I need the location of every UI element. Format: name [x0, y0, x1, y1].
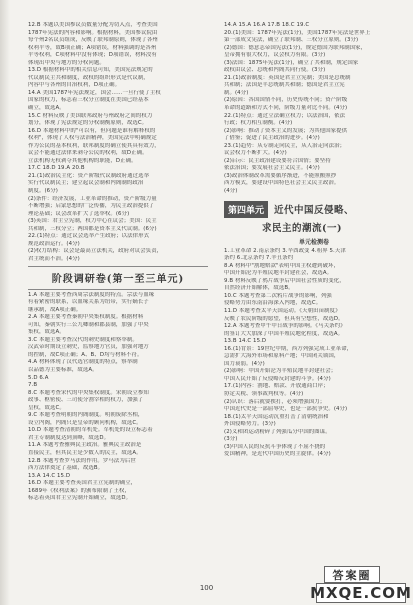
watermark-bottom: MXQE.COM — [310, 584, 412, 602]
text-line: 协定关税、领事裁判权等。(4分) — [224, 390, 304, 397]
text-line: 国力衰弱。(4分) — [224, 360, 265, 367]
text-line: 15.C 材料反映了美国联邦政府与州政府之间的权力 — [28, 112, 153, 119]
text-line: 17.C 18.D 19.A 20.B — [28, 165, 85, 172]
text-line: 实行代议制民主；建立起议会制和内阁制的政治 — [28, 180, 144, 187]
text-line: 确立，故选A。 — [28, 105, 65, 112]
text-line: 中国开始沦为半殖民地半封建社会，故选A。 — [224, 270, 333, 277]
text-line: 代议制民主共和制度，政权的组织形式是代议制， — [28, 74, 149, 81]
text-line: (2)德国：德意志帝国宪法(1分)，规定德国为联邦制国家， — [224, 44, 367, 51]
text-line: 第一部成文宪法，确立了联邦制、三权分立原则。(3分) — [224, 37, 359, 44]
text-line: 不断增强；启蒙思想的广泛传播，为民主政治提供了 — [28, 203, 155, 210]
text-line: (3)法国：1875年宪法(1分)，确立了共和制，规定国家 — [224, 59, 359, 66]
text-line: 3.C 本题主要考查汉代的刺史制度和察举制。 — [28, 336, 138, 343]
text-line: 君主统而不治。(4分) — [28, 255, 80, 262]
binding-shadow — [0, 0, 10, 605]
text-line: 22.(1)特点：通过立法确立权力；以法治国，依法 — [224, 112, 346, 119]
text-line: 13.B 14.C 15.D — [224, 338, 267, 345]
text-line: 12.B 本题考查罗马法的作用。罗马法为后世 — [28, 457, 136, 464]
text-line: 共和制，三权分立；两国都是资本主义代议制。(6分) — [28, 225, 157, 232]
text-line: 以品德为主要标准，故选A。 — [28, 366, 98, 373]
text-line: 可知，秦朝实行三公九卿制和郡县制，加强了中央 — [28, 321, 149, 328]
text-line: 14.A 15.A 16.A 17.B 18.C 19.C — [224, 22, 310, 28]
unit-tag: 第四单元 — [224, 201, 268, 218]
text-line: 制度。(6分) — [28, 188, 58, 195]
right-column — [224, 22, 404, 459]
unit-title: 近代中国反侵略、 — [274, 205, 355, 217]
section-title: 阶段调研卷(第一至三单元) — [51, 273, 185, 285]
text-line: 16.(1)背景：19世纪中期，西方列强完成工业革命， — [224, 345, 353, 352]
text-line: 9.C 本题考查明朝的内阁制度。明朝废除丞相， — [28, 412, 144, 419]
divider — [28, 266, 208, 267]
unit-subtitle: 求民主的潮流(一) — [262, 222, 342, 234]
text-line: 理论基础；议会改革扩大了选举权。(6分) — [28, 210, 130, 217]
text-line: 13.A 14.C 15.D — [28, 472, 71, 479]
text-line: 10.C 本题考查第二次鸦片战争的影响，列强 — [224, 292, 332, 299]
text-line: (3)中国人民的反抗斗争体现了不屈不挠的 — [224, 443, 326, 450]
text-line: 12.A 本题考查甲午中日战争的影响。《马关条约》 — [224, 323, 346, 330]
text-line: (2)影响：推动了资本主义的发展；为其他国家提供 — [224, 127, 348, 134]
text-line: (2)条件：经济发展，工业革命的推动，资产阶级力量 — [28, 195, 157, 202]
text-line: (2)原因：各国国情不同，历史传统不同；资产阶级 — [224, 97, 348, 104]
text-line: 国家的权力，标志着三权分立制度在美国已经基本 — [28, 97, 149, 104]
text-line: (3)政治体制改革需要循序渐进，不能照搬照抄 — [224, 172, 337, 179]
text-line: 11.D 本题考查太平天国运动。《天朝田亩制度》 — [224, 307, 341, 314]
text-line: 皇权，故选C。 — [28, 404, 65, 411]
unit-test-title: 单元检测卷 — [298, 238, 329, 246]
text-line: 权利平等，故B项正确；A项错误，材料强调的是各州 — [28, 44, 157, 51]
text-line: 1.A 本题主要考查西周宗法制度的特点。宗法与血缘 — [28, 291, 155, 298]
text-line: 体现出中央与地方的分权问题。 — [28, 59, 105, 66]
page-number: 100 — [199, 584, 214, 592]
text-line: 君主专制制度达到顶峰，故选D。 — [28, 434, 110, 441]
text-line: 了借鉴；促进了民主政治的进步。(4分) — [224, 135, 320, 142]
text-line: 划分，体现了宪法规定的分权制衡原则，故选C。 — [28, 120, 148, 127]
left-answers-top — [28, 22, 208, 264]
text-line: 8.A 材料中"割地赔款"表明中国主权遭到破坏， — [224, 262, 339, 269]
text-line: 爱国精神，是近代中国历史的主旋律。(4分) — [224, 451, 331, 458]
text-line: 议会不能通过法律来剥夺公民的权利，故D正确。 — [28, 150, 148, 157]
text-line: 行政；权力相互制衡。(4分) — [224, 120, 293, 127]
text-line: 的控制，故C项正确；A、B、D均与材料不符。 — [28, 351, 143, 358]
watermark-logo — [310, 566, 412, 602]
text-line: 7.B — [28, 382, 38, 389]
text-line: 21.(1)政治民主化：资产阶级代议制政府通过选举 — [28, 172, 150, 179]
text-line: 条约 6.北京条约 7.辛丑条约 — [224, 255, 294, 262]
text-line: (2)权力结构：议会是最高立法机关，政府对议会负责， — [28, 248, 163, 255]
text-line: 4.A 材料体现了汉代选官制度的特点，察举制 — [28, 359, 138, 366]
unit-heading — [224, 201, 404, 234]
text-line: 平等权利，C项材料中没有体现；D项错误，材料没有 — [28, 52, 157, 59]
text-line: (2)义和团运动粉碎了列强瓜分中国的图谋。 — [224, 428, 331, 435]
watermark-top: 答案圈 — [324, 566, 380, 583]
text-line: 中国近代史是一部屈辱史，也是一部抗争史。(4分) — [224, 406, 348, 413]
text-line: 标志着英国君主立宪制开始确立，故选D。 — [28, 495, 132, 502]
text-line: 设立内阁，内阁只是皇帝的顾问机构，故选C。 — [28, 419, 142, 426]
text-line: 18.(1)太平天国运动沉重打击了清朝统治和 — [224, 413, 329, 420]
text-line: 内容中与各州的自治权利，D项正确。 — [28, 82, 121, 89]
text-line: 规范政治运行。(4分) — [28, 240, 80, 247]
text-line: 8.C 本题考查宋代的中央集权制度。宋朝设立参知 — [28, 389, 149, 396]
text-line: 12.B 本题以美国参议员数量分配为切入点，考查美国 — [28, 22, 158, 28]
left-answers-bottom — [28, 292, 208, 503]
text-line: 依法治国；要发展社会主义民主。(4分) — [224, 165, 320, 172]
text-line: (3分) — [224, 436, 238, 443]
text-line: 14.A 美国1787年宪法规定，国会……一旦行使了主权 — [28, 89, 161, 96]
text-line: 议会权力不断扩大。(4分) — [224, 150, 287, 157]
text-line: 汉武帝时期设立刺史，监察地方官员，加强对地方 — [28, 344, 149, 351]
text-line: 外国侵略势力。(3分) — [224, 421, 276, 428]
text-line: (2)影响：中国开始沦为半殖民地半封建社会； — [224, 368, 337, 375]
text-line: 16.D 本题材料中的"可以有，但问题是谁有解释权的 — [28, 127, 156, 134]
text-line: 立法机构无权剥夺其他机构的职能，D正确。 — [28, 157, 137, 164]
text-line: 直接民主，但其民主是少数人的民主，故选A。 — [28, 449, 142, 456]
text-line: 13.D 根据材料中的相关信息可知，美国宪法规定的 — [28, 67, 153, 74]
text-line: (4分) — [224, 188, 238, 195]
text-line: 政权由议会、总统和内阁共同行使。(3分) — [224, 67, 326, 74]
text-line: (2)启示：民主政治建设要符合国情；要坚持 — [224, 157, 331, 164]
text-line: 有着紧密的联系，以血缘关系为纽带，实行嫡长子 — [28, 299, 149, 306]
text-line: 西方模式，要建设中国特色社会主义民主政治。 — [224, 180, 340, 187]
text-line: 23.(1)趋势：从专制走向民主，从人治走向法治； — [224, 142, 346, 149]
text-line: 11.A 本题考查雅典民主政治。雅典民主政治是 — [28, 442, 142, 449]
text-line: 自然经济开始解体，故选B。 — [224, 285, 294, 292]
text-line: (2)认识：落后就要挨打，必须增强国力； — [224, 398, 326, 405]
text-line: 5.D 6.A — [28, 374, 49, 381]
text-line: 共和制；法国是半总统制共和制；德国是君主立宪 — [224, 82, 345, 89]
text-line: 集权，故选A。 — [28, 329, 65, 336]
left-column — [28, 22, 208, 503]
text-line: 皇帝拥有很大权力，议会权力有限。(3分) — [224, 52, 326, 59]
text-line: 政事、枢密使、三司使分割宰相的权力，加强了 — [28, 397, 144, 404]
text-line: 20.(1)美国：1787年宪法(1分)，美国1787年宪法是世界上 — [224, 29, 371, 36]
text-line: 作为公民的基本权利，联邦制度的确立使其具有效力， — [28, 142, 160, 149]
text-line: 1787年宪法的内容和影响。根据材料，美国参议院由 — [28, 29, 158, 36]
text-line: 9.B 材料反映了鸦片战争后中国社会性质的变化， — [224, 277, 345, 284]
text-line: 17.(1)内容：割地、赔款、开放通商口岸； — [224, 383, 329, 390]
text-line: 权利"，体现了人权与法治精神，美国宪法中明确规定 — [28, 135, 157, 142]
text-line: 22.(1)特点：通过议会选举产生政府；以法律形式 — [28, 233, 150, 240]
text-line: 西方法律奠定了基础，故选B。 — [28, 465, 104, 472]
text-line: 的签订大大加深了中国半殖民地化程度，故选A。 — [224, 330, 344, 337]
text-line: 每个州2名议员组成，反映了联邦制原则，体现了各州 — [28, 37, 158, 44]
text-line: 继承制，故A项正确。 — [28, 306, 82, 313]
text-line: 10.D 本题考查清朝的军机处。军机处的设立标志着 — [28, 427, 153, 434]
text-line: 1689年《权利法案》的颁布限制了王权， — [28, 487, 130, 494]
right-answers-top — [224, 22, 404, 196]
right-answers-bottom — [224, 248, 404, 459]
divider — [28, 289, 208, 290]
text-line: 急需扩大海外市场和原料产地；中国闭关锁国， — [224, 353, 340, 360]
text-line: 中国人民开始了反侵略反封建的斗争。(4分) — [224, 375, 331, 382]
text-line: 反映了农民阶级的愿望，但具有空想性，故选D。 — [224, 315, 344, 322]
text-line: 2.A 本题主要考查秦朝中央集权制度。根据材料 — [28, 314, 144, 321]
text-line: 21.(1)政治制度：英国是君主立宪制；美国是总统制 — [224, 74, 351, 81]
text-line: (3)英国：君主立宪制，权力中心在议会；美国：民主 — [28, 218, 157, 225]
text-line: 1.工业革命 2.南京条约 3.辛酉政变 4.租界 5.天津 — [224, 247, 346, 254]
text-line: 革命的道路和方式不同，阶级力量对比不同。(4分) — [224, 105, 348, 112]
text-line: 16.D 本题主要考查英国君主立宪制的确立， — [28, 480, 137, 487]
text-line: 制。(4分) — [224, 89, 249, 96]
text-line: 侵略势力由东南沿海深入内地，故选C。 — [224, 300, 322, 307]
